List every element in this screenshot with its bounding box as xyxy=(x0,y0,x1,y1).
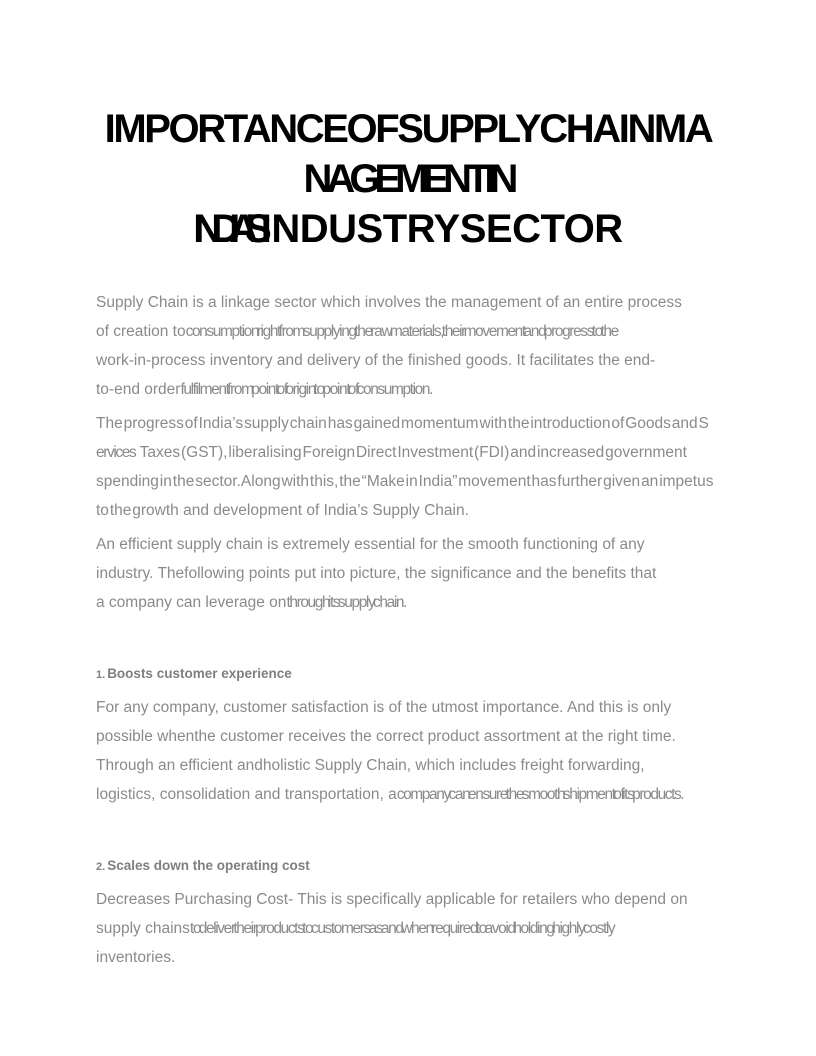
section-1-number: 1. xyxy=(96,669,106,681)
paragraph-intro-2 xyxy=(96,409,720,525)
text-line: of creation toconsumption right from supplying the raw materials, their movement and progress to the xyxy=(96,323,618,340)
title-line-2: NAGEMENTIN xyxy=(303,157,513,201)
text-line: a company can leverage onthrough its supply chain. xyxy=(96,594,406,611)
title-line-3-india: INDIA’S xyxy=(193,207,261,251)
section-2-title: Scales down the operating cost xyxy=(107,858,310,873)
section-2-heading xyxy=(96,856,720,877)
section-2-number: 2. xyxy=(96,861,106,873)
section-1-heading xyxy=(96,664,720,685)
text-line: to the growth and development of India’s Supply Chain. xyxy=(96,502,469,519)
text-line: An efficient supply chain is extremely essential for the smooth functioning of any xyxy=(96,536,645,553)
title-line-3-industry: INDUSTRYSECTOR xyxy=(260,207,623,251)
text-line: For any company, customer satisfaction is of the utmost importance. And this is only xyxy=(96,699,672,716)
text-line: Supply Chain is a linkage sector which involves the management of an entire process xyxy=(96,294,682,311)
text-line: Decreases Purchasing Cost- This is specifically applicable for retailers who depend on xyxy=(96,891,688,908)
text-line: The progress of India’s supply chain has gained momentum with the introduction of Goods and S xyxy=(96,415,709,432)
document-content xyxy=(96,0,720,977)
text-line: ervices Taxes (GST), liberalising Foreign Direct Investment (FDI) and increased government xyxy=(96,444,687,461)
section-1-title: Boosts customer experience xyxy=(107,666,292,681)
title-line-3 xyxy=(96,204,720,254)
paragraph-intro-1 xyxy=(96,288,720,404)
text-line: industry. Thefollowing points put into picture, the significance and the benefits that xyxy=(96,565,657,582)
title-line-1: IMPORTANCEOFSUPPLYCHAINMA xyxy=(104,107,712,151)
text-line: possible whenthe customer receives the correct product assortment at the right time. xyxy=(96,728,676,745)
text-line: Through an efficient andholistic Supply Chain, which includes freight forwarding, xyxy=(96,757,645,774)
section-1-paragraph xyxy=(96,693,720,809)
text-line: work-in-process inventory and delivery of the finished goods. It facilitates the end- xyxy=(96,352,656,369)
text-line: spending in the sector. Along with this, the “Make in India” movement has further given an impetus xyxy=(96,473,714,490)
text-line: supply chainsto deliver their products to customers as and when required to avoid holding highly costly xyxy=(96,920,615,937)
section-2-paragraph xyxy=(96,885,720,972)
text-line: logistics, consolidation and transportation, acompany can ensure the smooth shipment of its products. xyxy=(96,786,684,803)
text-line: inventories. xyxy=(96,949,176,966)
paragraph-intro-3 xyxy=(96,530,720,617)
text-line: to-end orderfulfilment from point of origin to point of consumption. xyxy=(96,381,433,398)
document-title xyxy=(96,104,720,254)
